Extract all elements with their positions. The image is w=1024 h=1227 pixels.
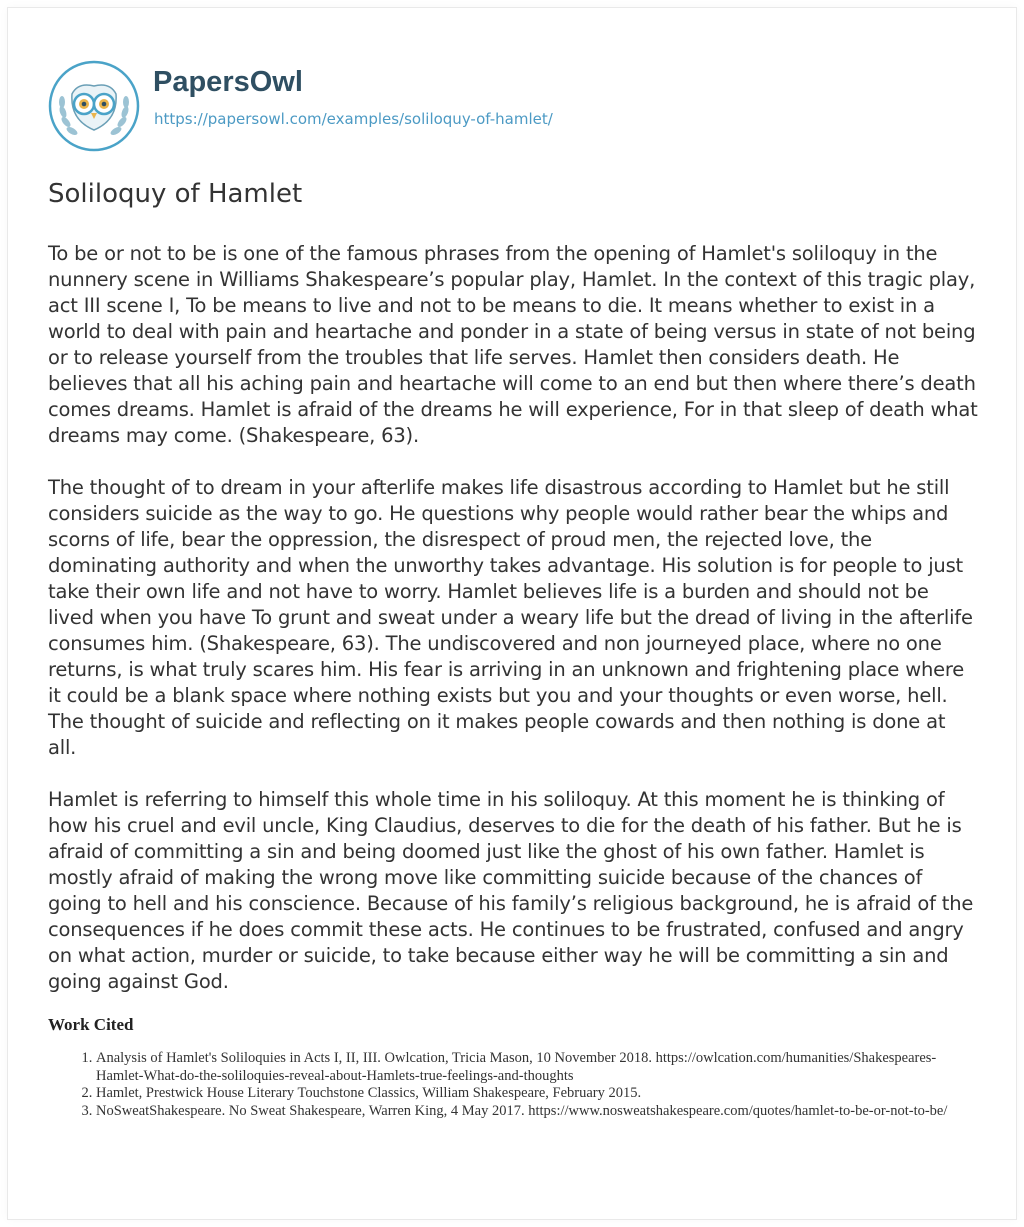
- owl-logo-icon[interactable]: [48, 60, 140, 152]
- document-page: [8, 8, 1016, 1219]
- source-url-link[interactable]: https://papersowl.com/examples/soliloquy-of-hamlet/: [154, 110, 553, 128]
- paragraph: Hamlet is referring to himself this whole time in his soliloquy. At this moment he is thinking of how his cruel and evil uncle, King Claudius, deserves to die for the death of his father. But he is afraid of committing a sin and being doomed just like the ghost of his own father. Hamlet is mostly afraid of making the wrong move like committing suicide because of the chances of going to hell and his conscience. Because of his family’s religious background, he is afraid of the consequences if he does commit these acts. He continues to be frustrated, confused and angry on what action, murder or suicide, to take because either way he will be committing a sin and going against God.: [48, 788, 974, 993]
- paragraph: To be or not to be is one of the famous phrases from the opening of Hamlet's soliloquy in the nunnery scene in Williams Shakespeare’s popular play, Hamlet. In the context of this tragic play, act III scene I, To be means to live and not to be means to die. It means whether to exist in a world to deal with pain and heartache and ponder in a state of being versus in state of not being or to release yourself from the troubles that life serves. Hamlet then considers death. He believes that all his aching pain and heartache will come to an end but then where there’s death comes dreams. Hamlet is afraid of the dreams he will experience, For in that sleep of death what dreams may come. (Shakespeare, 63).: [48, 242, 978, 447]
- citation-item: 2. Hamlet, Prestwick House Literary Touchstone Classics, William Shakespeare, February 2015.: [96, 1085, 978, 1103]
- works-cited-heading: Work Cited: [48, 1015, 134, 1034]
- brand-name[interactable]: PapersOwl: [153, 66, 303, 98]
- paragraph: The thought of to dream in your afterlife makes life disastrous according to Hamlet but he still considers suicide as the way to go. He questions why people would rather bear the whips and scorns of life, bear the oppression, the disrespect of proud men, the rejected love, the dominating authority and when the unworthy takes advantage. His solution is for people to just take their own life and not have to worry. Hamlet believes life is a burden and should not be lived when you have To grunt and sweat under a weary life but the dread of living in the afterlife consumes him. (Shakespeare, 63). The undiscovered and non journeyed place, where no one returns, is what truly scares him. His fear is arriving in an unknown and frightening place where it could be a blank space where nothing exists but you and your thoughts or even worse, hell. The thought of suicide and reflecting on it makes people cowards and then nothing is done at all.: [48, 476, 973, 759]
- citation-item: 3. NoSweatShakespeare. No Sweat Shakespeare, Warren King, 4 May 2017. https://www.nosweatshakespeare.com/quotes/hamlet-to-be-or-not-to-be/: [96, 1103, 978, 1121]
- citation-item: 1. Analysis of Hamlet's Soliloquies in Acts I, II, III. Owlcation, Tricia Mason, 10 November 2018. https://owlcation.com/humanities/Shakespeares-Hamlet-What-do-the-soliloquies-reveal-about-Hamlets-true-feelings-and-thoughts: [96, 1050, 978, 1085]
- works-cited-list: [48, 1050, 978, 1120]
- article-body: [48, 241, 978, 1021]
- works-cited-section: [48, 1014, 978, 1120]
- page-title: Soliloquy of Hamlet: [48, 179, 303, 209]
